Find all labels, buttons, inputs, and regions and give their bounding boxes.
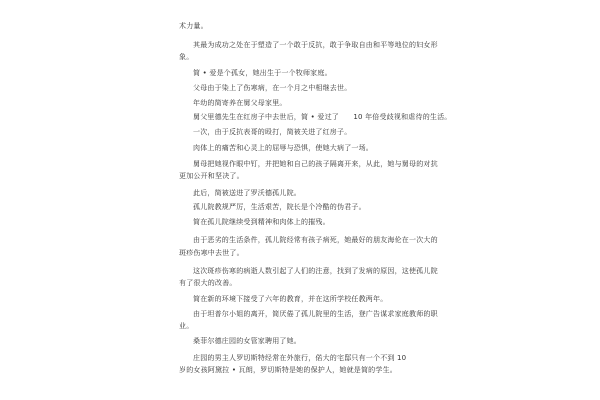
text-line: 简在孤儿院继续受到精神和肉体上的摧残。 [193,218,330,226]
text-line: 桑菲尔德庄园的女管家聘用了她。 [193,337,301,345]
text-line: 简在新的环境下接受了六年的教育，并在这所学校任教两年。 [193,295,388,303]
text-line: 父母由于染上了伤寒病，在一个月之中相继去世。 [193,84,352,92]
text-line: 这次斑疹伤寒的病逝人数引起了人们的注意，找到了发病的原因，这使孤儿院 [193,267,438,275]
text-line: 术力量。 [179,22,208,30]
text-line: 有了很大的改善。 [179,279,237,287]
text-line: 庄园的男主人罗切斯特经常在外旅行，偌大的宅邸只有一个不到 10 [193,354,407,362]
text-line: 一次，由于反抗表哥的殴打，简被关进了红房子。 [193,128,352,136]
text-line: 年幼的简寄养在舅父母家里。 [193,99,287,107]
text-line: 舅父里德先生在红房子中去世后，简 • 爱过了 10 年倍受歧视和虐待的生活。 [193,113,452,121]
text-line: 由于恶劣的生活条件，孤儿院经常有孩子病死，她最好的朋友海伦在一次大的 [193,236,438,244]
text-line: 孤儿院教规严厉，生活艰苦，院长是个冷酷的伪君子。 [193,203,366,211]
text-line: 由于坦普尔小姐的离开，简厌倦了孤儿院里的生活，登广告谋求家庭教师的职 [193,310,438,318]
text-line: 斑疹伤寒中去世了。 [179,249,244,257]
text-line: 肉体上的痛苦和心灵上的屈辱与恐惧，使她大病了一场。 [193,144,373,152]
text-line: 简 • 爱是个孤女，她出生于一个牧师家庭。 [193,69,332,77]
text-line: 象。 [179,53,194,61]
text-line: 更加公开和坚决了。 [179,172,244,180]
text-line: 岁的女孩阿黛拉 • 瓦朗，罗切斯特是她的保护人，她就是简的学生。 [179,366,397,374]
text-line: 其最为成功之处在于塑造了一个敢于反抗，敢于争取自由和平等地位的妇女形 [193,41,438,49]
text-line: 舅母把她视作眼中钉，并把她和自己的孩子隔离开来，从此，她与舅母的对抗 [193,160,438,168]
text-line: 业。 [179,322,194,330]
text-line: 此后，简被送进了罗沃德孤儿院。 [193,189,301,197]
